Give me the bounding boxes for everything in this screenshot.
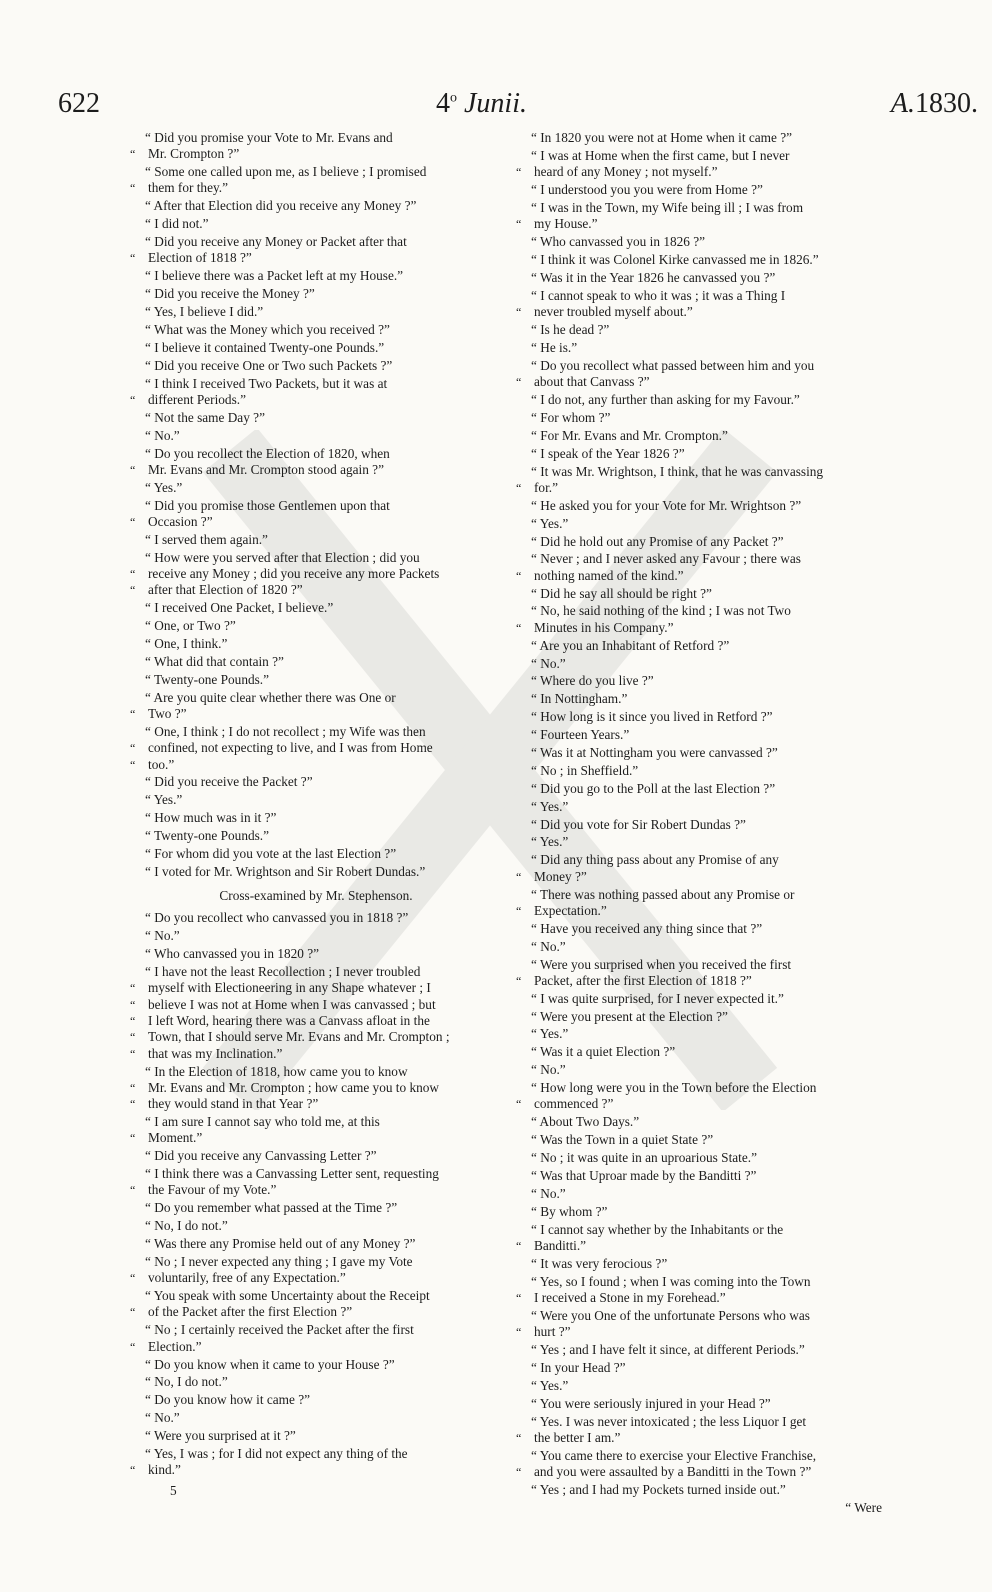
text-line: “ Yes ; and I have felt it since, at different Periods.” (531, 1342, 805, 1358)
text-line: “ Did you vote for Sir Robert Dundas ?” (531, 816, 746, 832)
paragraph (516, 603, 888, 636)
text-line: “ Do you recollect the Election of 1820, when (145, 445, 390, 461)
paragraph (130, 1114, 502, 1147)
text-line: “ No ; I certainly received the Packet after the first (145, 1322, 414, 1338)
text-line: “ Were you surprised at it ?” (145, 1428, 296, 1444)
text-line: “ the better I am.” (516, 1430, 888, 1446)
text-line: “ Were you surprised when you received the first (531, 956, 792, 972)
text-line: “ I voted for Mr. Wrightson and Sir Robert Dundas.” (145, 863, 426, 879)
right-column (516, 130, 888, 1516)
text-line: “ Mr. Evans and Mr. Crompton ; how came you to know (130, 1080, 502, 1096)
paragraph (130, 654, 502, 670)
paragraph (130, 774, 502, 790)
text-line: “ my House.” (516, 216, 888, 232)
text-line: “ You came there to exercise your Elective Franchise, (531, 1447, 817, 1463)
catchword: “ Were (845, 1499, 882, 1515)
text-line: “ It was Mr. Wrightson, I think, that he was canvassing (531, 463, 824, 479)
text-line: “ Not the same Day ?” (145, 409, 265, 425)
text-line: “ Was it a quiet Election ?” (531, 1044, 676, 1060)
paragraph (130, 1428, 502, 1444)
paragraph (516, 410, 888, 426)
paragraph (516, 691, 888, 707)
text-line: “ No.” (531, 655, 566, 671)
text-line: “ they would stand in that Year ?” (130, 1096, 502, 1112)
text-line: “ Minutes in his Company.” (516, 620, 888, 636)
paragraph (130, 810, 502, 826)
paragraph (130, 1064, 502, 1113)
text-line: “ No, he said nothing of the kind ; I was not Two (531, 603, 791, 619)
text-line: “ Yes ; and I had my Pockets turned inside out.” (531, 1482, 786, 1498)
text-line: “ I understood you you were from Home ?” (531, 182, 763, 198)
paragraph (130, 234, 502, 267)
paragraph (516, 551, 888, 584)
paragraph (516, 1044, 888, 1060)
text-line: “ No.” (531, 1062, 566, 1078)
text-line: “ After that Election did you receive any Money ?” (145, 198, 417, 214)
text-line: “ I do not, any further than asking for my Favour.” (531, 391, 800, 407)
text-line: “ No ; in Sheffield.” (531, 762, 639, 778)
text-line: “ In Nottingham.” (531, 691, 628, 707)
page-header (58, 88, 978, 128)
paragraph (130, 672, 502, 688)
text-line: “ For whom ?” (531, 409, 611, 425)
text-line: “ Do you recollect who canvassed you in 1818 ?” (145, 910, 409, 926)
date-prefix: 4 (436, 88, 450, 119)
text-line: “ You were seriously injured in your Head ?” (531, 1395, 771, 1411)
paragraph (516, 516, 888, 532)
text-line: “ Election of 1818 ?” (130, 250, 502, 266)
text-line: “ No.” (531, 1185, 566, 1201)
page-year (891, 88, 978, 120)
text-line: “ Yes.” (531, 834, 569, 850)
text-line: “ Was it at Nottingham you were canvassed ?” (531, 745, 778, 761)
text-line: “ Did you receive the Money ?” (145, 286, 315, 302)
text-line: “ kind.” (130, 1462, 502, 1478)
text-line: “ Do you recollect what passed between him and you (531, 357, 815, 373)
text-line: “ He asked you for your Vote for Mr. Wrightson ?” (531, 497, 802, 513)
paragraph (130, 1374, 502, 1390)
text-line: “ too.” (130, 757, 502, 773)
paragraph (130, 376, 502, 409)
paragraph (130, 864, 502, 880)
paragraph (516, 234, 888, 250)
paragraph (130, 1357, 502, 1373)
paragraph (516, 358, 888, 391)
text-line: “ Did any thing pass about any Promise of any (531, 852, 779, 868)
text-line: “ never troubled myself about.” (516, 304, 888, 320)
text-line: “ Are you an Inhabitant of Retford ?” (531, 637, 730, 653)
text-line: “ Money ?” (516, 869, 888, 885)
paragraph (516, 428, 888, 444)
cross-examination-heading: Cross-examined by Mr. Stephenson. (219, 888, 413, 904)
paragraph (516, 340, 888, 356)
text-line: “ Yes, so I found ; when I was coming into the Town (531, 1273, 811, 1289)
paragraph (130, 1236, 502, 1252)
text-line: “ One, I think.” (145, 636, 228, 652)
left-column (130, 130, 502, 1499)
text-line: “ commenced ?” (516, 1096, 888, 1112)
text-line: “ Yes.” (531, 515, 569, 531)
paragraph (130, 618, 502, 634)
paragraph (516, 498, 888, 514)
paragraph (516, 727, 888, 743)
text-line: “ receive any Money ; did you receive any more Packets (130, 566, 502, 582)
paragraph (130, 636, 502, 652)
paragraph (130, 792, 502, 808)
paragraph (130, 1218, 502, 1234)
text-line: “ Were you present at the Election ?” (531, 1008, 728, 1024)
paragraph (516, 1342, 888, 1358)
paragraph (516, 673, 888, 689)
paragraph (130, 1322, 502, 1355)
paragraph (130, 286, 502, 302)
paragraph (130, 340, 502, 356)
text-line: “ I speak of the Year 1826 ?” (531, 445, 685, 461)
text-line: “ I was in the Town, my Wife being ill ; I was from (531, 199, 804, 215)
paragraph (516, 1378, 888, 1394)
date-sup: o (450, 90, 457, 106)
text-line: “ believe I was not at Home when I was canvassed ; but (130, 997, 502, 1013)
paragraph (516, 709, 888, 725)
text-line: “ Yes.” (531, 1026, 569, 1042)
paragraph (130, 946, 502, 962)
text-line: “ Yes.” (145, 792, 183, 808)
text-line: “ Town, that I should serve Mr. Evans and Mr. Crompton ; (130, 1029, 502, 1045)
text-line: “ Do you know when it came to your House ?” (145, 1356, 395, 1372)
paragraph (516, 1009, 888, 1025)
text-line: “ Did you receive any Money or Packet after that (145, 234, 407, 250)
paragraph (130, 846, 502, 862)
text-line: “ about that Canvass ?” (516, 374, 888, 390)
text-line: “ I served them again.” (145, 531, 268, 547)
paragraph (516, 817, 888, 833)
text-line: “ Did you promise your Vote to Mr. Evans and (145, 130, 393, 145)
text-line: “ In the Election of 1818, how came you to know (145, 1063, 408, 1079)
text-line: “ I think I received Two Packets, but it was at (145, 375, 388, 391)
paragraph (130, 1200, 502, 1216)
text-line: “ No.” (145, 928, 180, 944)
year-value: 1830. (915, 88, 978, 119)
paragraph (516, 1414, 888, 1447)
text-line: “ One, I think ; I do not recollect ; my Wife was then (145, 723, 426, 739)
paragraph (130, 198, 502, 214)
text-line: “ Yes.” (531, 798, 569, 814)
paragraph (516, 991, 888, 1007)
text-line: “ Where do you live ?” (531, 673, 654, 689)
paragraph (516, 1222, 888, 1255)
text-line: “ You speak with some Uncertainty about the Receipt (145, 1288, 430, 1304)
text-line: “ I cannot speak to who it was ; it was a Thing I (531, 287, 786, 303)
text-line: “ voluntarily, free of any Expectation.” (130, 1270, 502, 1286)
text-line: “ Packet, after the first Election of 1818 ?” (516, 973, 888, 989)
text-line: “ Mr. Evans and Mr. Crompton stood again ?” (130, 462, 502, 478)
paragraph (516, 921, 888, 937)
paragraph (130, 964, 502, 1062)
text-line: “ after that Election of 1820 ?” (130, 582, 502, 598)
text-line: “ Did he hold out any Promise of any Packet ?” (531, 533, 784, 549)
paragraph (130, 428, 502, 444)
paragraph (516, 1360, 888, 1376)
paragraph (516, 1026, 888, 1042)
paragraph (516, 446, 888, 462)
text-line: “ Was there any Promise held out of any Money ?” (145, 1236, 416, 1252)
paragraph (516, 1150, 888, 1166)
paragraph (516, 1168, 888, 1184)
text-line: “ No.” (145, 427, 180, 443)
text-line: “ How were you served after that Election ; did you (145, 549, 420, 565)
paragraph (516, 1396, 888, 1412)
text-line: “ Yes, I believe I did.” (145, 304, 264, 320)
paragraph (130, 928, 502, 944)
text-line: “ for.” (516, 480, 888, 496)
text-line: “ I was at Home when the first came, but I never (531, 147, 790, 163)
text-line: “ What was the Money which you received ?” (145, 322, 390, 338)
paragraph (130, 322, 502, 338)
text-line: “ Were you One of the unfortunate Persons who was (531, 1307, 810, 1323)
text-line: “ By whom ?” (531, 1203, 608, 1219)
text-line: “ Some one called upon me, as I believe ; I promised (145, 164, 427, 180)
paragraph (516, 1114, 888, 1130)
paragraph (516, 252, 888, 268)
text-line: “ For whom did you vote at the last Election ?” (145, 845, 397, 861)
paragraph (130, 1254, 502, 1287)
text-line: “ I cannot say whether by the Inhabitants or the (531, 1221, 784, 1237)
page-date (436, 88, 527, 120)
paragraph (130, 1410, 502, 1426)
date-word: Junii. (464, 88, 527, 119)
text-line: “ I think there was a Canvassing Letter sent, requesting (145, 1166, 439, 1182)
text-line: “ I received One Packet, I believe.” (145, 600, 334, 616)
text-line: “ Did you promise those Gentlemen upon that (145, 497, 390, 513)
paragraph (130, 910, 502, 926)
paragraph (516, 322, 888, 338)
paragraph (130, 130, 502, 163)
text-line: “ confined, not expecting to live, and I was from Home (130, 740, 502, 756)
text-line: “ I did not.” (145, 216, 209, 232)
text-line: “ Twenty-one Pounds.” (145, 671, 270, 687)
paragraph (516, 586, 888, 602)
paragraph (130, 446, 502, 479)
paragraph (130, 304, 502, 320)
paragraph (516, 852, 888, 885)
paragraph (516, 1204, 888, 1220)
paragraph (130, 1148, 502, 1164)
paragraph (516, 130, 888, 146)
text-line: “ Have you received any thing since that ?” (531, 920, 763, 936)
text-line: “ He is.” (531, 339, 578, 355)
paragraph (130, 480, 502, 496)
text-line: “ Is he dead ?” (531, 322, 610, 338)
text-line: “ Twenty-one Pounds.” (145, 828, 270, 844)
paragraph (130, 1166, 502, 1199)
text-line: “ Expectation.” (516, 903, 888, 919)
text-line: “ Banditti.” (516, 1238, 888, 1254)
paragraph (516, 638, 888, 654)
text-line: “ heard of any Money ; not myself.” (516, 164, 888, 180)
text-line: “ Never ; and I never asked any Favour ; there was (531, 551, 801, 567)
paragraph (516, 834, 888, 850)
paragraph (516, 763, 888, 779)
text-line: “ myself with Electioneering in any Shape whatever ; I (130, 980, 502, 996)
text-line: “ How much was in it ?” (145, 810, 277, 826)
text-line: “ What did that contain ?” (145, 653, 284, 669)
text-line: “ About Two Days.” (531, 1114, 640, 1130)
text-line: “ Who canvassed you in 1826 ?” (531, 234, 706, 250)
text-line: “ Occasion ?” (130, 514, 502, 530)
paragraph (130, 690, 502, 723)
text-line: “ I received a Stone in my Forehead.” (516, 1290, 888, 1306)
paragraph (516, 464, 888, 497)
text-line: “ Did you receive the Packet ?” (145, 774, 313, 790)
text-line: “ I was quite surprised, for I never expected it.” (531, 990, 784, 1006)
text-line: “ Yes.” (145, 479, 183, 495)
text-line: “ No, I do not.” (145, 1374, 228, 1390)
paragraph (130, 724, 502, 773)
text-line: “ One, or Two ?” (145, 618, 236, 634)
text-line: “ the Favour of my Vote.” (130, 1182, 502, 1198)
paragraph (516, 1308, 888, 1341)
paragraph (516, 656, 888, 672)
paragraph (516, 1448, 888, 1481)
text-line: “ It was very ferocious ?” (531, 1255, 668, 1271)
text-line: “ them for they.” (130, 180, 502, 196)
text-line: “ I have not the least Recollection ; I never troubled (145, 964, 421, 980)
text-line: “ Did you receive any Canvassing Letter ?” (145, 1148, 377, 1164)
text-line: “ different Periods.” (130, 392, 502, 408)
paragraph (516, 182, 888, 198)
paragraph (516, 534, 888, 550)
text-line: “ Did you go to the Poll at the last Election ?” (531, 780, 776, 796)
text-line: “ Was that Uproar made by the Banditti ?” (531, 1168, 757, 1184)
text-line: “ of the Packet after the first Election ?” (130, 1304, 502, 1320)
paragraph (516, 148, 888, 181)
text-line: “ I left Word, hearing there was a Canvass afloat in the (130, 1013, 502, 1029)
paragraph (516, 1132, 888, 1148)
paragraph (516, 781, 888, 797)
paragraph (516, 939, 888, 955)
paragraph (516, 1080, 888, 1113)
paragraph (130, 550, 502, 599)
paragraph (516, 1256, 888, 1272)
text-line: “ Mr. Crompton ?” (130, 146, 502, 162)
paragraph (516, 1062, 888, 1078)
text-line: “ How long is it since you lived in Retford ?” (531, 709, 773, 725)
text-line: “ I think it was Colonel Kirke canvassed me in 1826.” (531, 252, 819, 268)
paragraph (516, 745, 888, 761)
text-line: “ Fourteen Years.” (531, 727, 630, 743)
paragraph (516, 1274, 888, 1307)
paragraph (130, 358, 502, 374)
text-line: “ No.” (145, 1410, 180, 1426)
text-line: “ Who canvassed you in 1820 ?” (145, 946, 320, 962)
text-line: “ hurt ?” (516, 1324, 888, 1340)
text-line: “ that was my Inclination.” (130, 1046, 502, 1062)
text-line: “ Was it in the Year 1826 he canvassed you ?” (531, 269, 776, 285)
paragraph (130, 498, 502, 531)
paragraph (516, 887, 888, 920)
paragraph (130, 164, 502, 197)
text-line: “ Did you receive One or Two such Packets ?” (145, 357, 393, 373)
text-line: “ Do you know how it came ?” (145, 1392, 311, 1408)
paragraph (516, 288, 888, 321)
paragraph (130, 600, 502, 616)
paragraph (130, 268, 502, 284)
text-line: “ Moment.” (130, 1130, 502, 1146)
text-line: “ There was nothing passed about any Promise or (531, 886, 795, 902)
text-line: “ No, I do not.” (145, 1218, 228, 1234)
paragraph (130, 1446, 502, 1479)
text-line: “ Yes, I was ; for I did not expect any thing of the (145, 1445, 408, 1461)
text-line: “ How long were you in the Town before the Election (531, 1080, 817, 1096)
paragraph (516, 1482, 888, 1498)
text-line: “ In 1820 you were not at Home when it came ?” (531, 130, 793, 145)
text-line: “ Was the Town in a quiet State ?” (531, 1132, 714, 1148)
paragraph (130, 1392, 502, 1408)
text-line: “ I believe it contained Twenty-one Pounds.” (145, 339, 385, 355)
paragraph (130, 1288, 502, 1321)
paragraph (516, 392, 888, 408)
paragraph (516, 799, 888, 815)
signature-mark: 5 (170, 1482, 177, 1498)
text-line: “ Yes. I was never intoxicated ; the less Liquor I get (531, 1413, 807, 1429)
text-line: “ Yes.” (531, 1377, 569, 1393)
text-line: “ Did he say all should be right ?” (531, 585, 712, 601)
text-line: “ No ; it was quite in an uproarious State.” (531, 1150, 757, 1166)
paragraph (130, 410, 502, 426)
paragraph (516, 200, 888, 233)
text-line: “ Two ?” (130, 706, 502, 722)
text-line: “ and you were assaulted by a Banditti in the Town ?” (516, 1464, 888, 1480)
paragraph (516, 270, 888, 286)
paragraph (130, 216, 502, 232)
paragraph (516, 957, 888, 990)
text-line: “ I am sure I cannot say who told me, at this (145, 1114, 380, 1129)
year-prefix: A. (890, 88, 915, 119)
text-line: “ No ; I never expected any thing ; I gave my Vote (145, 1253, 413, 1269)
text-line: “ For Mr. Evans and Mr. Crompton.” (531, 427, 728, 443)
paragraph (516, 1186, 888, 1202)
text-line: “ nothing named of the kind.” (516, 568, 888, 584)
text-line: “ I believe there was a Packet left at my House.” (145, 268, 404, 284)
text-line: “ No.” (531, 938, 566, 954)
page-number: 622 (58, 88, 100, 119)
text-line: “ In your Head ?” (531, 1360, 626, 1376)
paragraph (130, 828, 502, 844)
text-line: “ Do you remember what passed at the Time ?” (145, 1200, 398, 1216)
paragraph (130, 532, 502, 548)
text-line: “ Are you quite clear whether there was One or (145, 689, 396, 705)
text-line: “ Election.” (130, 1339, 502, 1355)
